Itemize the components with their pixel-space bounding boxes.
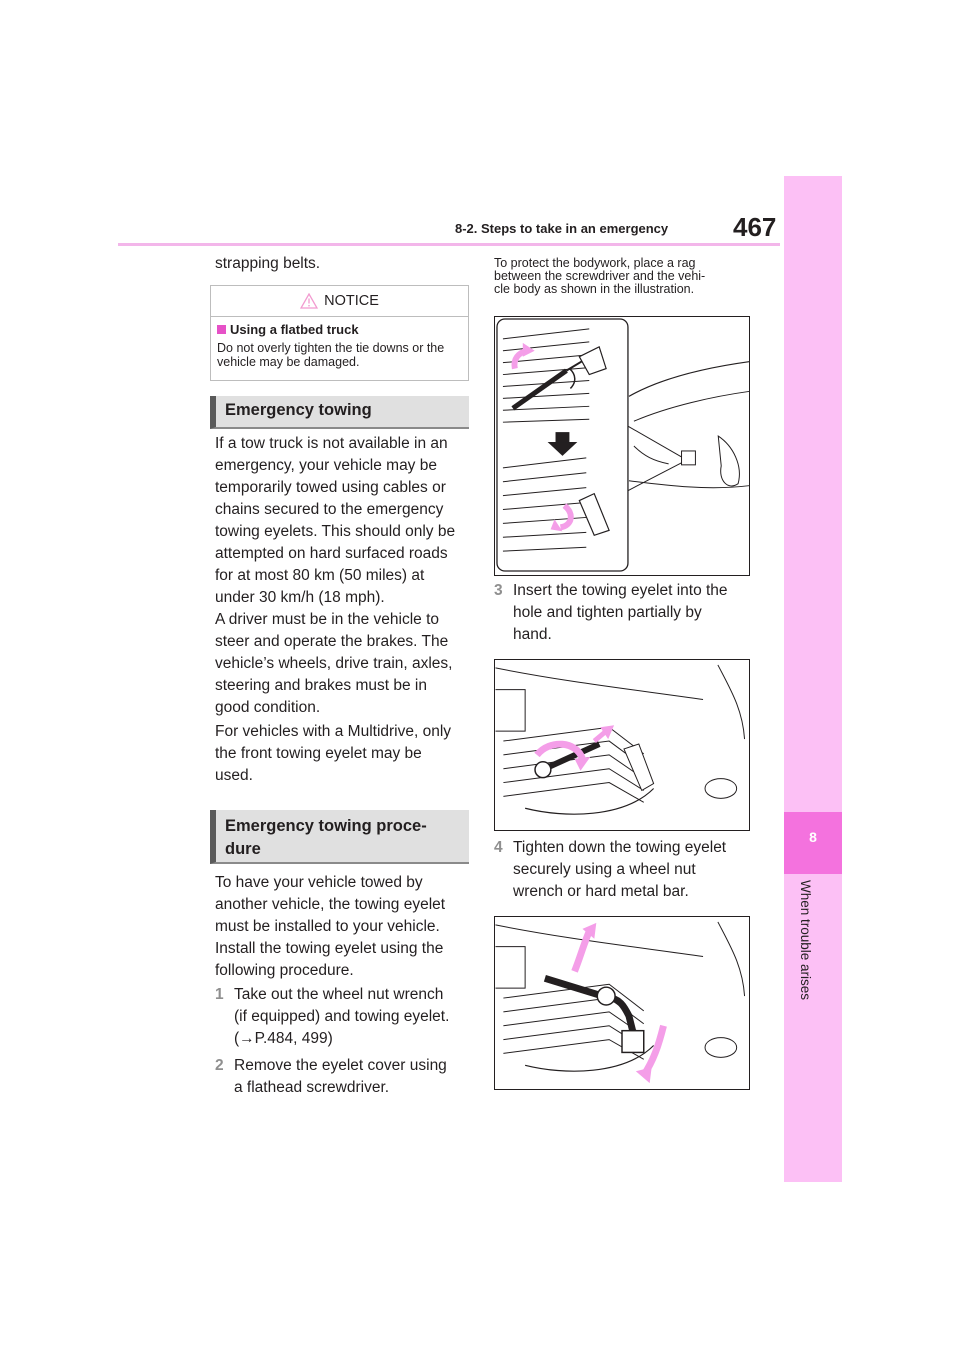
multidrive-paragraph: For vehicles with a Multidrive, only the front towing eyelet may be used. [215, 723, 452, 784]
notice-header [211, 286, 468, 317]
eyelet-insertion-illustration [494, 659, 750, 831]
section-heading-towing-procedure: Emergency towing proce- dure [210, 810, 469, 864]
step-number: 2 [215, 1057, 224, 1074]
procedure-intro-paragraph: To have your vehicle towed by another vehicle, the towing eyelet must be installed to your vehicle. Install the towing eyelet using the following procedure. [215, 874, 446, 979]
notice-box [210, 285, 469, 381]
bullet-square-icon [217, 325, 226, 334]
warning-icon [300, 293, 318, 309]
step-1: 1 Take out the wheel nut wrench (if equipped) and towing eyelet. (→P.484, 499) [215, 986, 450, 1047]
eyelet-cover-removal-illustration [494, 316, 750, 576]
notice-title: NOTICE [324, 293, 379, 309]
emergency-towing-paragraph: If a tow truck is not available in an emergency, your vehicle may be temporarily towed using cables or chains secured to the emergency towing eyelets. This should only be attempted on hard surfaced roads for at most 80 km (50 miles) at under 30 km/h (18 mph). A driver must be in the vehicle to steer and operate the brakes. The vehicle’s wheels, drive train, axles, steering and brakes must be in good condition. [215, 435, 456, 716]
step-2: 2 Remove the eyelet cover using a flathead screwdriver. [215, 1057, 447, 1096]
page-number: 467 [733, 212, 777, 242]
step-4: 4 Tighten down the towing eyelet securely using a wheel nut wrench or hard metal bar. [494, 839, 727, 900]
chapter-tab-strip [784, 176, 842, 1182]
notice-text: Do not overly tighten the tie downs or the vehicle may be damaged. [217, 341, 445, 369]
step-number: 3 [494, 582, 503, 599]
section-header: 8-2. Steps to take in an emergency [455, 221, 669, 236]
chapter-title: When trouble arises [798, 880, 813, 1001]
step-3: 3 Insert the towing eyelet into the hole and tighten partially by hand. [494, 582, 728, 643]
intro-text: strapping belts. [215, 255, 321, 272]
step-number: 4 [494, 839, 503, 856]
notice-subtitle: Using a flatbed truck [217, 322, 462, 337]
screwdriver-note: To protect the bodywork, place a rag between the screwdriver and the vehi- cle body as shown in the illustration. [494, 256, 706, 296]
step-number: 1 [215, 986, 224, 1003]
section-heading-emergency-towing: Emergency towing [210, 396, 469, 429]
chapter-number: 8 [809, 829, 817, 845]
eyelet-tightening-illustration [494, 916, 750, 1090]
header-rule [118, 243, 780, 246]
